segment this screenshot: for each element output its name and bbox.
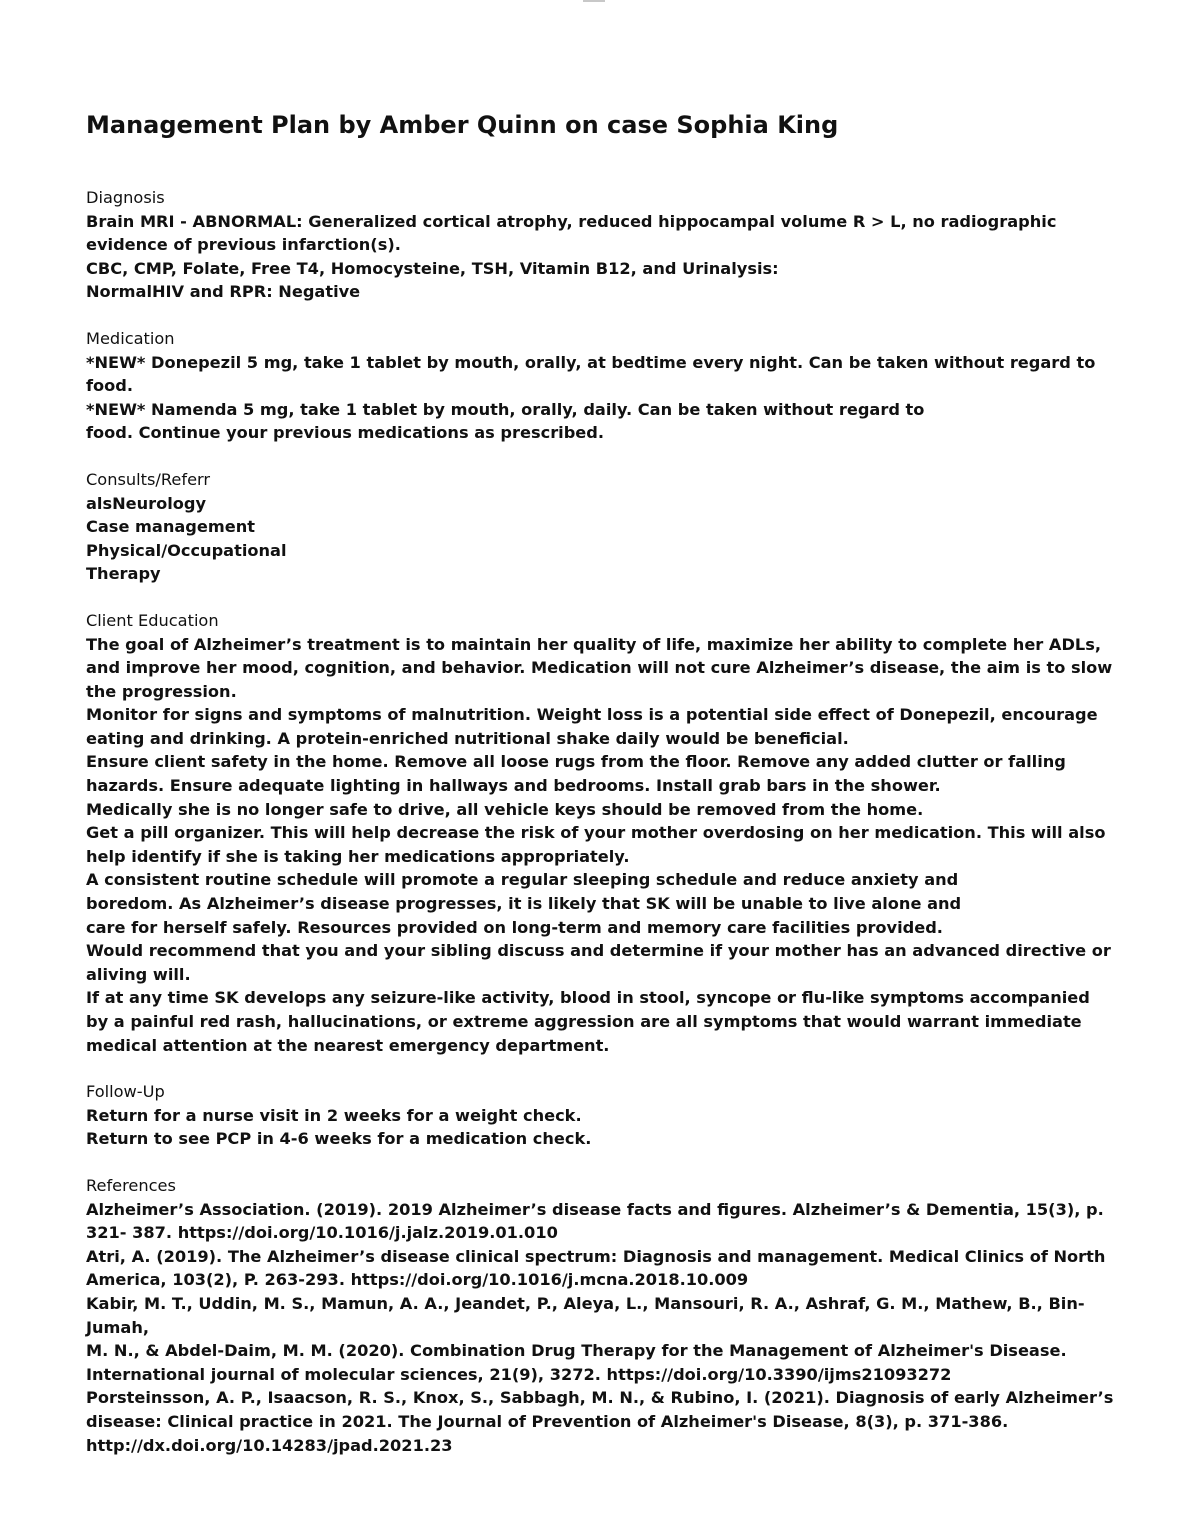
section-paragraph: Get a pill organizer. This will help decrease the risk of your mother overdosing on her medication. This will also help identify if she is taking her medications appropriately. — [86, 823, 1106, 866]
section-paragraph: *NEW* Donepezil 5 mg, take 1 tablet by mouth, orally, at bedtime every night. Can be taken without regard to food. — [86, 352, 1096, 396]
section-paragraph: alsNeurology — [86, 493, 207, 513]
section-follow-up — [86, 1080, 1116, 1151]
section-paragraph: The goal of Alzheimer’s treatment is to maintain her quality of life, maximize her ability to complete her ADLs, and improve her mood, cognition, and behavior. Medication will not cure Alzheimer’s disease, the aim is to slow the progression. — [86, 634, 1113, 701]
section-consults-referrals — [86, 468, 1116, 586]
section-paragraph: care for herself safely. Resources provided on long-term and memory care facilities provided. — [86, 917, 943, 937]
reference-entry: Kabir, M. T., Uddin, M. S., Mamun, A. A., Jeandet, P., Aleya, L., Mansouri, R. A., Ashraf, G. M., Mathew, B., Bin-Jumah, — [86, 1293, 1085, 1337]
section-heading: Client Education — [86, 610, 219, 630]
section-paragraph: Physical/Occupational — [86, 540, 287, 560]
section-paragraph: boredom. As Alzheimer’s disease progresses, it is likely that SK will be unable to live alone and — [86, 894, 962, 914]
reference-entry: Atri, A. (2019). The Alzheimer’s disease clinical spectrum: Diagnosis and management. Medical Clinics of North America, 103(2), P. 263-293. https://doi.org/10.1016/j.mcna.2018.10.009 — [86, 1246, 1106, 1290]
section-paragraph: Monitor for signs and symptoms of malnutrition. Weight loss is a potential side effect of Donepezil, encourage eating and drinking. A protein-enriched nutritional shake daily would be beneficial. — [86, 705, 1098, 748]
section-heading: Diagnosis — [86, 188, 165, 207]
section-paragraph: Return to see PCP in 4-6 weeks for a medication check. — [86, 1129, 592, 1149]
page-top-mark — [583, 0, 605, 2]
section-medication — [86, 327, 1116, 445]
section-paragraph: *NEW* Namenda 5 mg, take 1 tablet by mouth, orally, daily. Can be taken without regard to — [86, 399, 925, 419]
section-paragraph: CBC, CMP, Folate, Free T4, Homocysteine, TSH, Vitamin B12, and Urinalysis: — [86, 258, 779, 278]
section-paragraph: Medically she is no longer safe to drive, all vehicle keys should be removed from the home. — [86, 799, 924, 819]
page-title: Management Plan by Amber Quinn on case Sophia King — [86, 111, 839, 139]
section-paragraph: If at any time SK develops any seizure-like activity, blood in stool, syncope or flu-like symptoms accompanied by a painful red rash, hallucinations, or extreme aggression are all symptoms that would warrant immediate medical attention at the nearest emergency department. — [86, 988, 1090, 1055]
section-paragraph: Brain MRI - ABNORMAL: Generalized cortical atrophy, reduced hippocampal volume R > L, no radiographic evidence of previous infarction(s). — [86, 211, 1057, 255]
section-heading: Consults/Referr — [86, 469, 211, 489]
document-content — [86, 186, 1116, 1480]
section-paragraph: Case management — [86, 517, 255, 537]
section-paragraph: Ensure client safety in the home. Remove all loose rugs from the floor. Remove any added clutter or falling hazards. Ensure adequate lighting in hallways and bedrooms. Install grab bars in the shower. — [86, 752, 1066, 796]
section-references — [86, 1174, 1116, 1457]
section-heading: Medication — [86, 328, 175, 348]
section-heading: Follow-Up — [86, 1082, 165, 1102]
section-client-education — [86, 609, 1116, 1057]
section-diagnosis — [86, 186, 1116, 304]
reference-entry: Porsteinsson, A. P., Isaacson, R. S., Knox, S., Sabbagh, M. N., & Rubino, I. (2021). Diagnosis of early Alzheimer’s disease: Clinical practice in 2021. The Journal of Prevention of Alzheimer's Disease, 8(3), p. 371-386. http://dx.doi.org/10.14283/jpad.2021.23 — [86, 1388, 1114, 1455]
reference-entry: Alzheimer’s Association. (2019). 2019 Alzheimer’s disease facts and figures. Alzheimer’s & Dementia, 15(3), p. 321- 387. https://doi.org/10.1016/j.jalz.2019.01.010 — [86, 1199, 1104, 1243]
section-paragraph: food. Continue your previous medications as prescribed. — [86, 423, 605, 443]
section-paragraph: Return for a nurse visit in 2 weeks for a weight check. — [86, 1105, 582, 1125]
section-paragraph: NormalHIV and RPR: Negative — [86, 282, 361, 302]
reference-entry: M. N., & Abdel-Daim, M. M. (2020). Combination Drug Therapy for the Management of Alzheimer's Disease. International journal of molecular sciences, 21(9), 3272. https://doi.org/10.3390/ijms21093272 — [86, 1341, 1067, 1384]
section-paragraph: Would recommend that you and your sibling discuss and determine if your mother has an advanced directive or aliving will. — [86, 941, 1111, 984]
section-paragraph: A consistent routine schedule will promote a regular sleeping schedule and reduce anxiety and — [86, 870, 959, 890]
section-heading: References — [86, 1175, 176, 1195]
section-paragraph: Therapy — [86, 564, 161, 584]
